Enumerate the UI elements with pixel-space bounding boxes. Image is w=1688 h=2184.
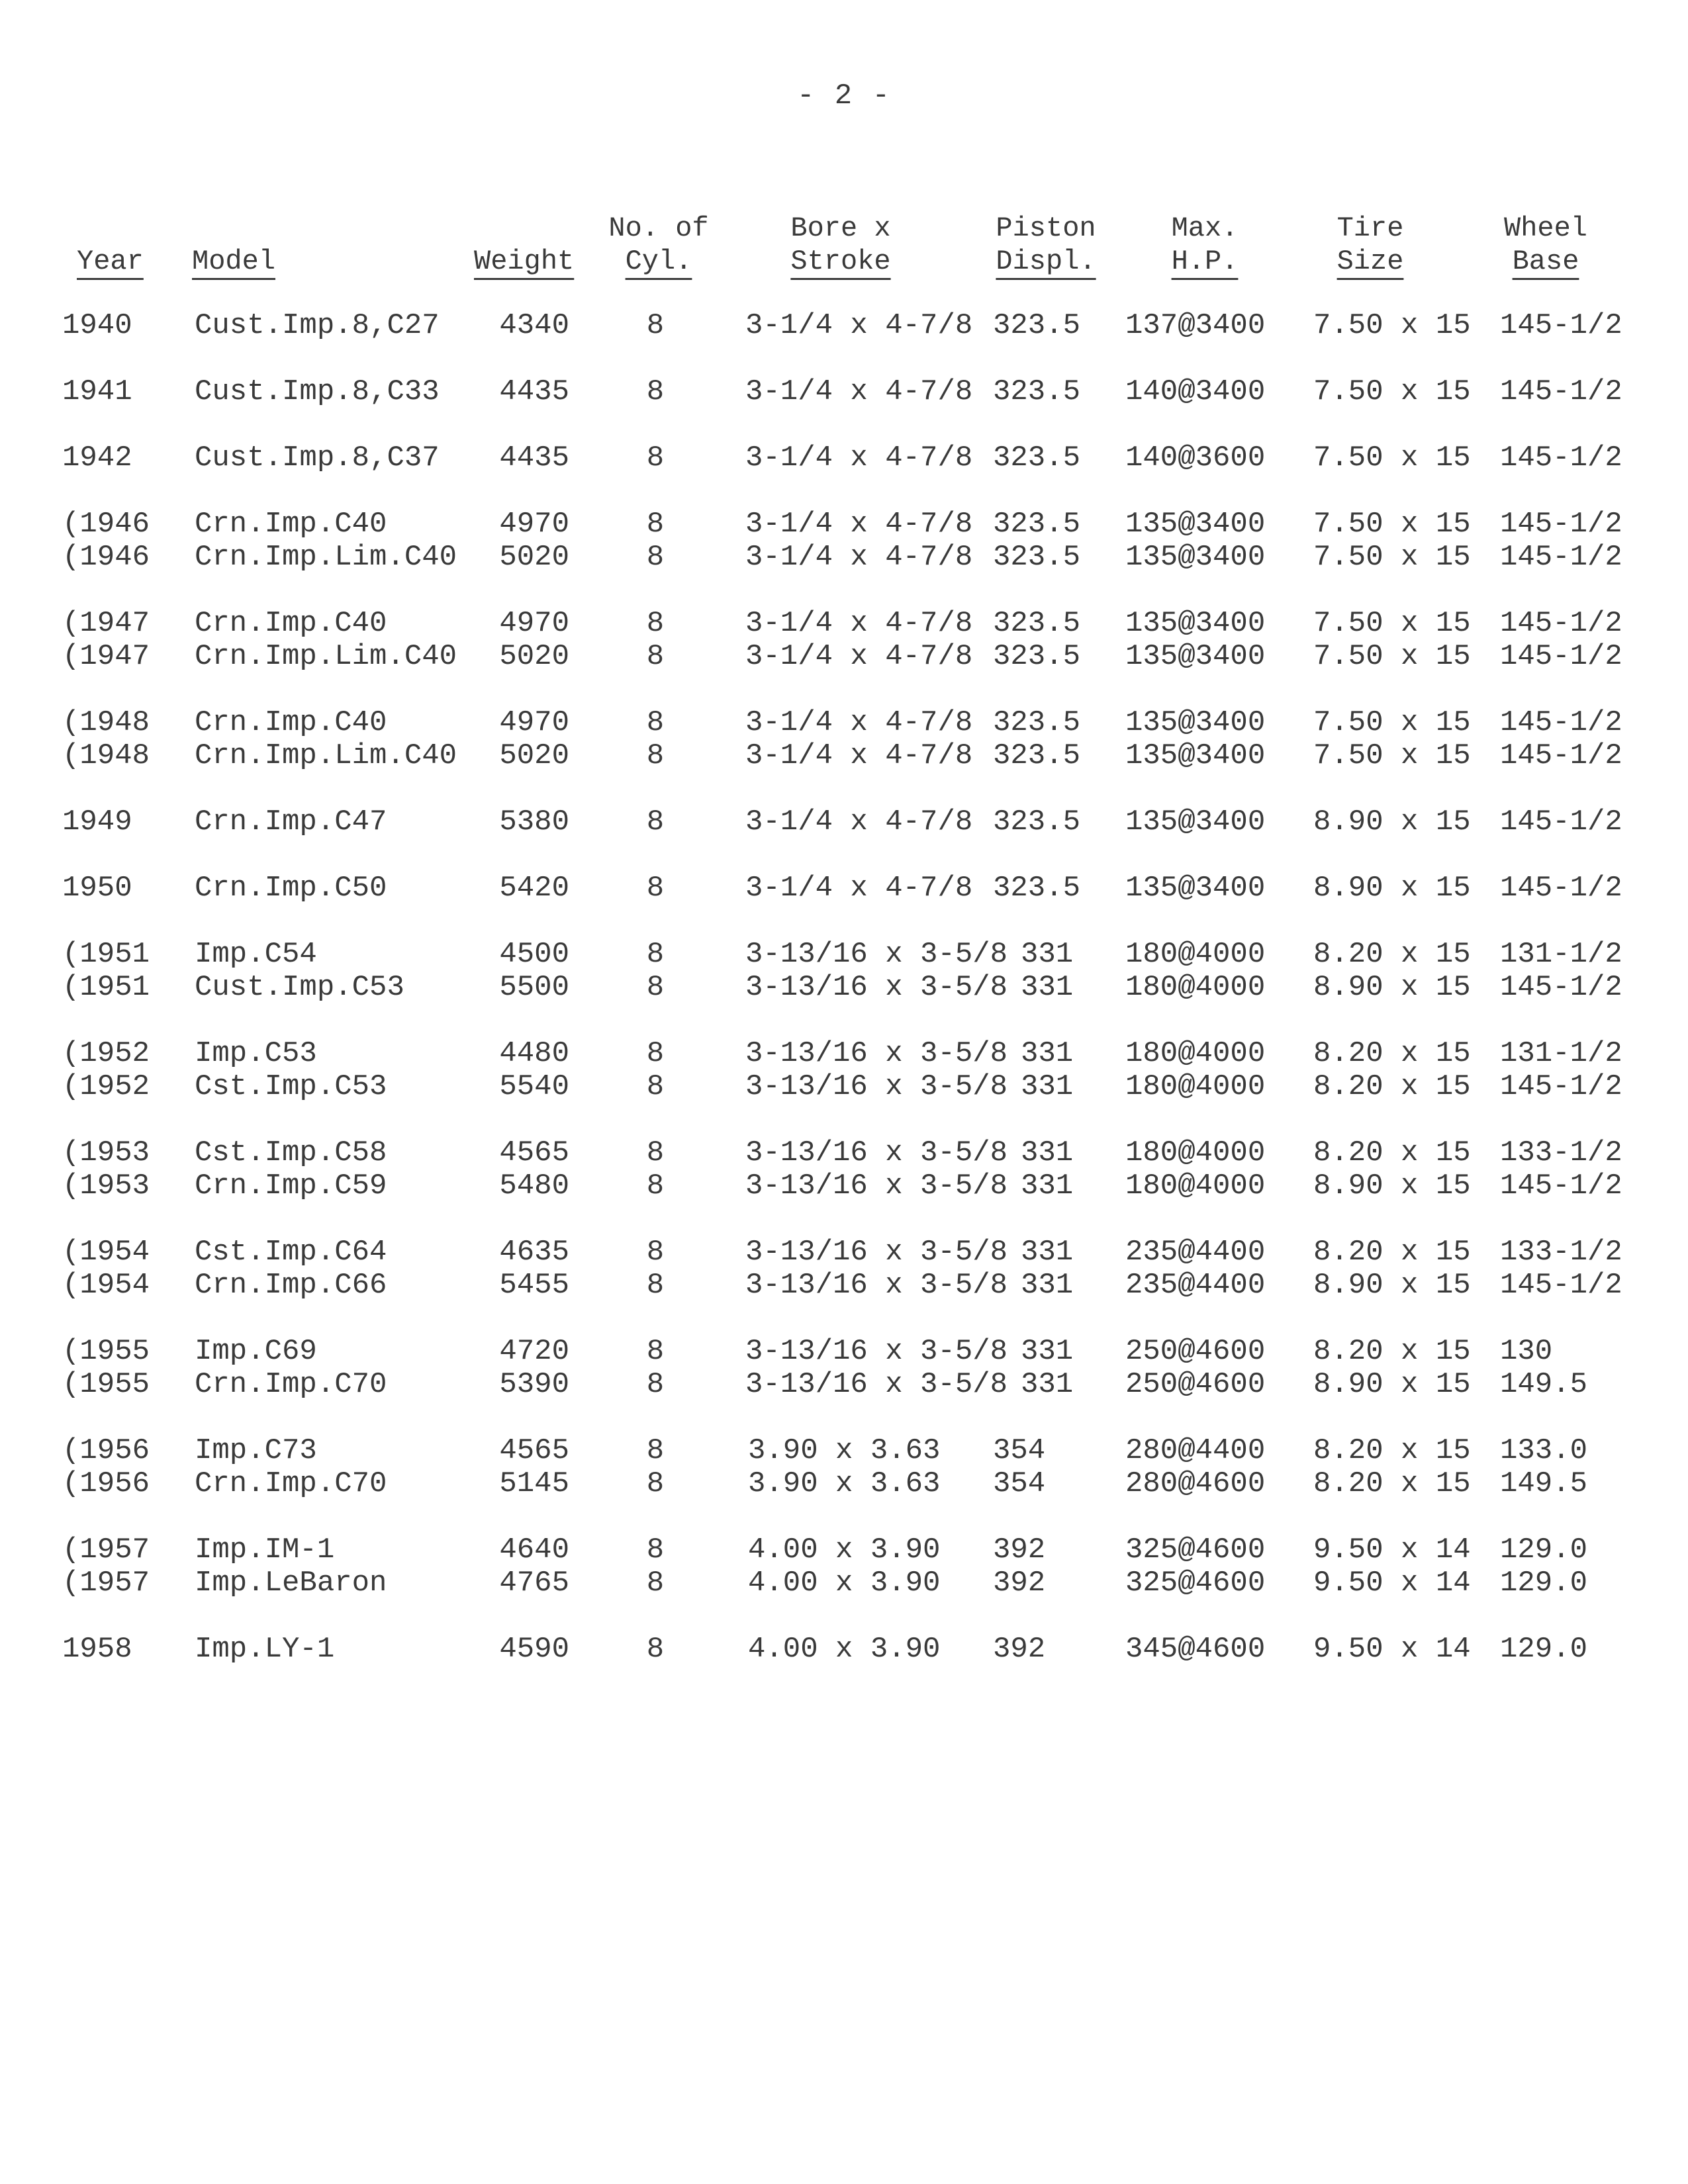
cell-year: (1946	[62, 508, 150, 541]
cell-year: (1947	[62, 607, 150, 640]
cell-wheel-base: 130	[1500, 1335, 1553, 1368]
cell-weight: 5455	[499, 1269, 569, 1302]
cell-displ: 331	[1021, 1269, 1074, 1302]
cell-hp: 325@4600	[1125, 1567, 1266, 1600]
cell-year: (1948	[62, 739, 150, 772]
cell-wheel-base: 149.5	[1500, 1368, 1588, 1401]
cell-tire: 7.50 x 15	[1313, 309, 1471, 342]
cell-year: (1948	[62, 706, 150, 739]
cell-year: (1951	[62, 971, 150, 1004]
cell-weight: 5380	[499, 805, 569, 839]
cell-displ: 323.5	[993, 541, 1081, 574]
table-row	[0, 1069, 1688, 1104]
cell-tire: 7.50 x 15	[1313, 607, 1471, 640]
cell-displ: 392	[993, 1633, 1046, 1666]
cell-bore-stroke: 3-1/4 x 4-7/8	[745, 607, 973, 640]
cell-displ: 392	[993, 1567, 1046, 1600]
table-row	[0, 308, 1688, 343]
cell-wheel-base: 129.0	[1500, 1533, 1588, 1567]
cell-bore-stroke: 4.00 x 3.90	[748, 1633, 941, 1666]
cell-hp: 135@3400	[1125, 706, 1266, 739]
cell-tire: 8.20 x 15	[1313, 1467, 1471, 1500]
table-row	[0, 1136, 1688, 1170]
cell-hp: 135@3400	[1125, 872, 1266, 905]
header-max-hp: Max. H.P.	[1171, 212, 1239, 277]
cell-bore-stroke: 3-13/16 x 3-5/8	[745, 1368, 1008, 1401]
cell-year: (1947	[62, 640, 150, 673]
cell-model: Crn.Imp.C50	[195, 872, 387, 905]
header-piston-displ: Piston Displ.	[996, 212, 1096, 277]
table-row	[0, 639, 1688, 674]
cell-bore-stroke: 3-13/16 x 3-5/8	[745, 1070, 1008, 1103]
cell-model: Crn.Imp.Lim.C40	[195, 541, 457, 574]
cell-year: (1946	[62, 541, 150, 574]
cell-cyl: 8	[646, 1037, 665, 1070]
cell-year: (1956	[62, 1467, 150, 1500]
cell-wheel-base: 145-1/2	[1500, 1269, 1622, 1302]
cell-year: (1953	[62, 1169, 150, 1203]
cell-hp: 140@3600	[1125, 441, 1266, 475]
cell-bore-stroke: 3-13/16 x 3-5/8	[745, 1269, 1008, 1302]
cell-displ: 323.5	[993, 872, 1081, 905]
cell-cyl: 8	[646, 1368, 665, 1401]
cell-wheel-base: 145-1/2	[1500, 441, 1622, 475]
cell-hp: 180@4000	[1125, 1070, 1266, 1103]
cell-weight: 5540	[499, 1070, 569, 1103]
cell-hp: 137@3400	[1125, 309, 1266, 342]
cell-bore-stroke: 3-13/16 x 3-5/8	[745, 1169, 1008, 1203]
cell-year: (1954	[62, 1236, 150, 1269]
cell-hp: 250@4600	[1125, 1368, 1266, 1401]
cell-cyl: 8	[646, 441, 665, 475]
cell-cyl: 8	[646, 640, 665, 673]
cell-weight: 4765	[499, 1567, 569, 1600]
cell-wheel-base: 129.0	[1500, 1567, 1588, 1600]
table-row	[0, 1632, 1688, 1666]
cell-weight: 4435	[499, 375, 569, 408]
cell-weight: 5390	[499, 1368, 569, 1401]
cell-model: Crn.Imp.C66	[195, 1269, 387, 1302]
cell-hp: 235@4400	[1125, 1269, 1266, 1302]
cell-displ: 331	[1021, 1037, 1074, 1070]
cell-wheel-base: 145-1/2	[1500, 508, 1622, 541]
cell-model: Cust.Imp.8,C37	[195, 441, 440, 475]
cell-tire: 7.50 x 15	[1313, 441, 1471, 475]
cell-bore-stroke: 3-1/4 x 4-7/8	[745, 872, 973, 905]
cell-cyl: 8	[646, 938, 665, 971]
cell-displ: 323.5	[993, 508, 1081, 541]
table-row	[0, 1334, 1688, 1369]
cell-tire: 8.90 x 15	[1313, 1169, 1471, 1203]
cell-hp: 180@4000	[1125, 1169, 1266, 1203]
cell-cyl: 8	[646, 971, 665, 1004]
cell-displ: 331	[1021, 938, 1074, 971]
cell-year: 1949	[62, 805, 132, 839]
cell-weight: 5145	[499, 1467, 569, 1500]
cell-model: Imp.C54	[195, 938, 317, 971]
table-row	[0, 1268, 1688, 1302]
cell-wheel-base: 145-1/2	[1500, 541, 1622, 574]
cell-model: Crn.Imp.C59	[195, 1169, 387, 1203]
cell-model: Crn.Imp.C70	[195, 1467, 387, 1500]
cell-wheel-base: 133-1/2	[1500, 1136, 1622, 1169]
cell-cyl: 8	[646, 739, 665, 772]
cell-year: (1951	[62, 938, 150, 971]
cell-tire: 8.20 x 15	[1313, 1434, 1471, 1467]
cell-tire: 8.90 x 15	[1313, 1368, 1471, 1401]
cell-year: 1940	[62, 309, 132, 342]
cell-tire: 7.50 x 15	[1313, 706, 1471, 739]
cell-displ: 323.5	[993, 805, 1081, 839]
cell-model: Crn.Imp.C40	[195, 607, 387, 640]
table-row	[0, 937, 1688, 972]
cell-wheel-base: 145-1/2	[1500, 872, 1622, 905]
cell-displ: 331	[1021, 1136, 1074, 1169]
cell-year: (1954	[62, 1269, 150, 1302]
cell-tire: 8.20 x 15	[1313, 938, 1471, 971]
cell-displ: 323.5	[993, 739, 1081, 772]
cell-tire: 8.20 x 15	[1313, 1236, 1471, 1269]
cell-bore-stroke: 3-1/4 x 4-7/8	[745, 541, 973, 574]
cell-weight: 4565	[499, 1136, 569, 1169]
cell-displ: 331	[1021, 1236, 1074, 1269]
cell-tire: 8.90 x 15	[1313, 805, 1471, 839]
cell-bore-stroke: 3-13/16 x 3-5/8	[745, 1236, 1008, 1269]
cell-displ: 323.5	[993, 375, 1081, 408]
cell-bore-stroke: 3-1/4 x 4-7/8	[745, 739, 973, 772]
cell-cyl: 8	[646, 541, 665, 574]
cell-wheel-base: 145-1/2	[1500, 375, 1622, 408]
cell-weight: 4435	[499, 441, 569, 475]
cell-displ: 331	[1021, 1368, 1074, 1401]
cell-weight: 5480	[499, 1169, 569, 1203]
cell-year: 1950	[62, 872, 132, 905]
cell-wheel-base: 131-1/2	[1500, 1037, 1622, 1070]
cell-wheel-base: 131-1/2	[1500, 938, 1622, 971]
cell-cyl: 8	[646, 309, 665, 342]
cell-cyl: 8	[646, 607, 665, 640]
cell-bore-stroke: 3.90 x 3.63	[748, 1467, 941, 1500]
cell-tire: 7.50 x 15	[1313, 375, 1471, 408]
cell-displ: 331	[1021, 1070, 1074, 1103]
cell-year: (1955	[62, 1368, 150, 1401]
cell-displ: 323.5	[993, 640, 1081, 673]
cell-bore-stroke: 3-1/4 x 4-7/8	[745, 706, 973, 739]
table-row	[0, 970, 1688, 1005]
cell-tire: 8.20 x 15	[1313, 1070, 1471, 1103]
cell-year: (1952	[62, 1070, 150, 1103]
cell-hp: 135@3400	[1125, 640, 1266, 673]
header-year: Year	[77, 246, 144, 277]
cell-model: Crn.Imp.Lim.C40	[195, 739, 457, 772]
cell-cyl: 8	[646, 1169, 665, 1203]
cell-tire: 9.50 x 14	[1313, 1633, 1471, 1666]
table-row	[0, 871, 1688, 905]
cell-cyl: 8	[646, 375, 665, 408]
cell-hp: 345@4600	[1125, 1633, 1266, 1666]
table-row	[0, 739, 1688, 773]
cell-cyl: 8	[646, 1633, 665, 1666]
table-row	[0, 805, 1688, 839]
cell-weight: 5500	[499, 971, 569, 1004]
table-row	[0, 705, 1688, 740]
cell-weight: 4565	[499, 1434, 569, 1467]
cell-weight: 4640	[499, 1533, 569, 1567]
cell-cyl: 8	[646, 1269, 665, 1302]
cell-model: Imp.C53	[195, 1037, 317, 1070]
header-model: Model	[192, 246, 276, 277]
table-row	[0, 606, 1688, 641]
cell-model: Imp.C69	[195, 1335, 317, 1368]
cell-displ: 323.5	[993, 309, 1081, 342]
cell-model: Crn.Imp.C70	[195, 1368, 387, 1401]
cell-cyl: 8	[646, 1467, 665, 1500]
cell-year: (1952	[62, 1037, 150, 1070]
cell-weight: 4970	[499, 706, 569, 739]
cell-model: Crn.Imp.C40	[195, 508, 387, 541]
cell-displ: 354	[993, 1467, 1046, 1500]
table-row	[0, 441, 1688, 475]
cell-model: Imp.LeBaron	[195, 1567, 387, 1600]
cell-model: Cust.Imp.8,C27	[195, 309, 440, 342]
cell-bore-stroke: 3-1/4 x 4-7/8	[745, 508, 973, 541]
cell-wheel-base: 145-1/2	[1500, 640, 1622, 673]
cell-wheel-base: 145-1/2	[1500, 971, 1622, 1004]
cell-bore-stroke: 3-1/4 x 4-7/8	[745, 375, 973, 408]
cell-hp: 135@3400	[1125, 541, 1266, 574]
header-cyl: No. of Cyl.	[608, 212, 709, 277]
cell-hp: 140@3400	[1125, 375, 1266, 408]
table-row	[0, 1235, 1688, 1269]
cell-weight: 4720	[499, 1335, 569, 1368]
cell-bore-stroke: 3-13/16 x 3-5/8	[745, 1136, 1008, 1169]
cell-hp: 235@4400	[1125, 1236, 1266, 1269]
cell-bore-stroke: 4.00 x 3.90	[748, 1533, 941, 1567]
cell-tire: 8.90 x 15	[1313, 872, 1471, 905]
cell-cyl: 8	[646, 1070, 665, 1103]
table-row	[0, 540, 1688, 574]
cell-year: 1941	[62, 375, 132, 408]
cell-hp: 180@4000	[1125, 1037, 1266, 1070]
cell-wheel-base: 145-1/2	[1500, 1070, 1622, 1103]
cell-displ: 392	[993, 1533, 1046, 1567]
cell-model: Cust.Imp.8,C33	[195, 375, 440, 408]
cell-tire: 8.20 x 15	[1313, 1037, 1471, 1070]
header-bore-stroke: Bore x Stroke	[790, 212, 891, 277]
cell-tire: 9.50 x 14	[1313, 1533, 1471, 1567]
cell-weight: 5020	[499, 739, 569, 772]
cell-hp: 180@4000	[1125, 938, 1266, 971]
cell-bore-stroke: 3-13/16 x 3-5/8	[745, 971, 1008, 1004]
cell-bore-stroke: 3-1/4 x 4-7/8	[745, 640, 973, 673]
cell-model: Cst.Imp.C58	[195, 1136, 387, 1169]
cell-hp: 325@4600	[1125, 1533, 1266, 1567]
cell-cyl: 8	[646, 508, 665, 541]
cell-bore-stroke: 3-1/4 x 4-7/8	[745, 441, 973, 475]
cell-cyl: 8	[646, 1136, 665, 1169]
table-row	[0, 1566, 1688, 1600]
cell-tire: 7.50 x 15	[1313, 640, 1471, 673]
cell-year: (1957	[62, 1533, 150, 1567]
cell-year: 1942	[62, 441, 132, 475]
cell-weight: 4500	[499, 938, 569, 971]
cell-bore-stroke: 3-13/16 x 3-5/8	[745, 1037, 1008, 1070]
cell-tire: 7.50 x 15	[1313, 508, 1471, 541]
cell-bore-stroke: 3.90 x 3.63	[748, 1434, 941, 1467]
table-row	[0, 1169, 1688, 1203]
cell-model: Imp.LY-1	[195, 1633, 335, 1666]
cell-model: Crn.Imp.C47	[195, 805, 387, 839]
cell-tire: 7.50 x 15	[1313, 541, 1471, 574]
cell-year: 1958	[62, 1633, 132, 1666]
cell-displ: 331	[1021, 971, 1074, 1004]
cell-weight: 4970	[499, 508, 569, 541]
table-row	[0, 1367, 1688, 1402]
cell-cyl: 8	[646, 706, 665, 739]
cell-displ: 331	[1021, 1169, 1074, 1203]
cell-bore-stroke: 3-13/16 x 3-5/8	[745, 938, 1008, 971]
cell-tire: 8.90 x 15	[1313, 971, 1471, 1004]
cell-model: Imp.C73	[195, 1434, 317, 1467]
cell-bore-stroke: 3-13/16 x 3-5/8	[745, 1335, 1008, 1368]
cell-cyl: 8	[646, 1335, 665, 1368]
cell-wheel-base: 149.5	[1500, 1467, 1588, 1500]
cell-wheel-base: 129.0	[1500, 1633, 1588, 1666]
cell-year: (1956	[62, 1434, 150, 1467]
cell-tire: 9.50 x 14	[1313, 1567, 1471, 1600]
page-number: - 2 -	[796, 79, 892, 113]
cell-wheel-base: 133-1/2	[1500, 1236, 1622, 1269]
cell-tire: 8.20 x 15	[1313, 1136, 1471, 1169]
cell-model: Cst.Imp.C53	[195, 1070, 387, 1103]
cell-hp: 135@3400	[1125, 739, 1266, 772]
cell-displ: 323.5	[993, 706, 1081, 739]
cell-hp: 135@3400	[1125, 805, 1266, 839]
header-wheel-base: Wheel Base	[1503, 212, 1588, 277]
cell-hp: 135@3400	[1125, 607, 1266, 640]
cell-displ: 331	[1021, 1335, 1074, 1368]
cell-cyl: 8	[646, 1434, 665, 1467]
cell-weight: 4970	[499, 607, 569, 640]
cell-hp: 280@4400	[1125, 1434, 1266, 1467]
table-row	[0, 1036, 1688, 1071]
table-row	[0, 1533, 1688, 1567]
header-tire-size: Tire Size	[1336, 212, 1404, 277]
header-weight: Weight	[474, 246, 575, 277]
cell-cyl: 8	[646, 805, 665, 839]
cell-cyl: 8	[646, 1533, 665, 1567]
cell-hp: 250@4600	[1125, 1335, 1266, 1368]
cell-cyl: 8	[646, 1567, 665, 1600]
cell-year: (1957	[62, 1567, 150, 1600]
cell-wheel-base: 145-1/2	[1500, 739, 1622, 772]
table-row	[0, 1433, 1688, 1468]
cell-year: (1955	[62, 1335, 150, 1368]
cell-hp: 180@4000	[1125, 1136, 1266, 1169]
cell-year: (1953	[62, 1136, 150, 1169]
cell-model: Imp.IM-1	[195, 1533, 335, 1567]
cell-cyl: 8	[646, 1236, 665, 1269]
cell-bore-stroke: 4.00 x 3.90	[748, 1567, 941, 1600]
cell-model: Crn.Imp.C40	[195, 706, 387, 739]
cell-displ: 354	[993, 1434, 1046, 1467]
cell-bore-stroke: 3-1/4 x 4-7/8	[745, 309, 973, 342]
cell-displ: 323.5	[993, 441, 1081, 475]
cell-tire: 8.20 x 15	[1313, 1335, 1471, 1368]
cell-wheel-base: 145-1/2	[1500, 309, 1622, 342]
table-row	[0, 507, 1688, 541]
cell-wheel-base: 133.0	[1500, 1434, 1588, 1467]
cell-displ: 323.5	[993, 607, 1081, 640]
cell-wheel-base: 145-1/2	[1500, 1169, 1622, 1203]
cell-weight: 4590	[499, 1633, 569, 1666]
cell-bore-stroke: 3-1/4 x 4-7/8	[745, 805, 973, 839]
cell-weight: 5020	[499, 640, 569, 673]
cell-hp: 280@4600	[1125, 1467, 1266, 1500]
cell-model: Cst.Imp.C64	[195, 1236, 387, 1269]
cell-wheel-base: 145-1/2	[1500, 706, 1622, 739]
cell-hp: 180@4000	[1125, 971, 1266, 1004]
cell-wheel-base: 145-1/2	[1500, 805, 1622, 839]
cell-weight: 5020	[499, 541, 569, 574]
cell-weight: 5420	[499, 872, 569, 905]
cell-tire: 7.50 x 15	[1313, 739, 1471, 772]
cell-model: Crn.Imp.Lim.C40	[195, 640, 457, 673]
cell-weight: 4635	[499, 1236, 569, 1269]
table-row	[0, 1467, 1688, 1501]
cell-tire: 8.90 x 15	[1313, 1269, 1471, 1302]
table-header	[0, 212, 1688, 291]
cell-model: Cust.Imp.C53	[195, 971, 404, 1004]
cell-hp: 135@3400	[1125, 508, 1266, 541]
cell-weight: 4480	[499, 1037, 569, 1070]
cell-weight: 4340	[499, 309, 569, 342]
table-row	[0, 375, 1688, 409]
cell-wheel-base: 145-1/2	[1500, 607, 1622, 640]
cell-cyl: 8	[646, 872, 665, 905]
